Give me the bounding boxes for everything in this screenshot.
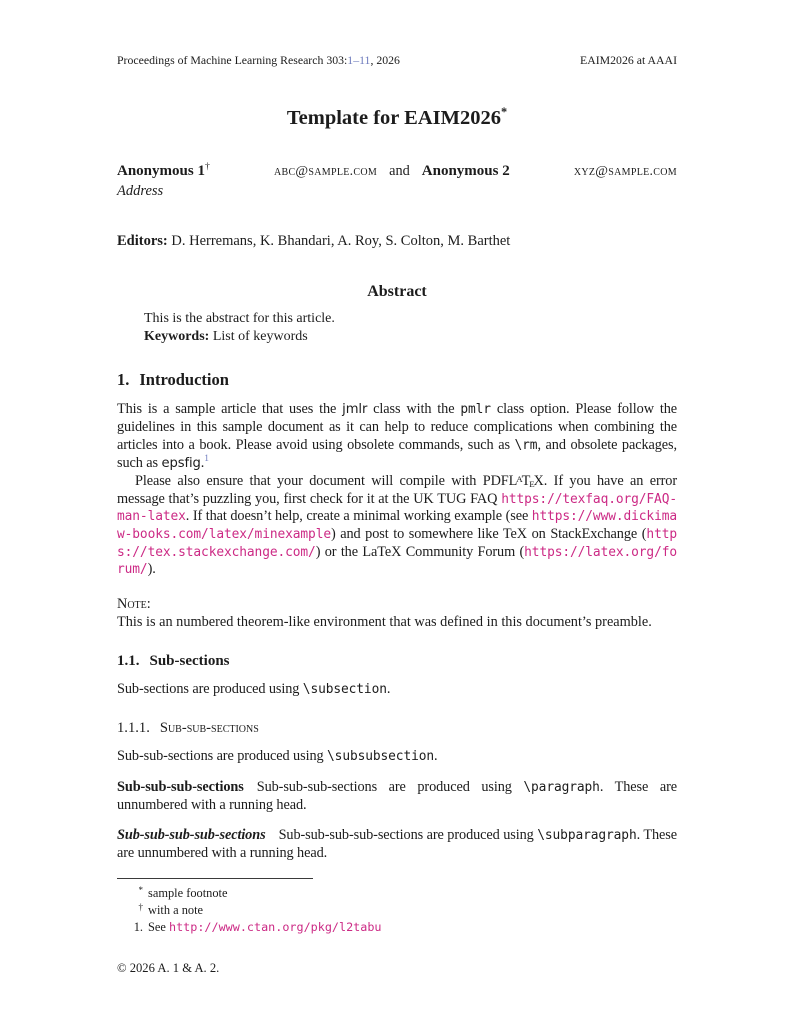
author-conjunction: and [389, 162, 410, 179]
text-segment: . [434, 748, 438, 765]
footnote-star-marker: * [138, 884, 143, 895]
footnote-dagger-marker: † [138, 902, 143, 913]
url-link[interactable]: https://www.dickimaw-books.com/latex/minexample [117, 509, 677, 542]
text-segment: . If that doesn’t help, create a minimal working example (see [185, 508, 532, 525]
text-segment: T [521, 472, 531, 489]
section-title: Introduction [139, 370, 229, 390]
text-segment: . [200, 455, 205, 472]
keywords-line [144, 328, 650, 346]
text-segment: ) or the LaTeX Community Forum ( [315, 543, 525, 560]
running-head [117, 53, 677, 68]
author2-name: Anonymous 2 [421, 162, 510, 179]
abstract-body [144, 310, 650, 346]
text-segment: pmlr [460, 402, 491, 418]
author1-name [117, 161, 210, 180]
editors-line [117, 233, 677, 250]
subsection-title: Sub-sections [149, 652, 230, 669]
url-link[interactable]: https://tex.stackexchange.com/ [117, 527, 677, 560]
text-segment: jmlr [342, 402, 368, 418]
text-segment: See [148, 920, 169, 935]
url-link[interactable]: http://www.ctan.org/pkg/l2tabu [169, 920, 382, 935]
paper-title [117, 105, 677, 130]
journal-name: Proceedings of Machine Learning Research 303: [117, 53, 348, 67]
footnote-1-text [148, 919, 382, 936]
subsubsection-number: 1.1.1. [117, 720, 150, 737]
footnote-star-text: sample footnote [148, 885, 228, 900]
author1-name-text: Anonymous 1 [117, 162, 205, 179]
abstract-text: This is the abstract for this article. [144, 310, 335, 326]
section-number: 1. [117, 370, 130, 390]
text-segment: . These are unnumbered with a running head. [117, 827, 677, 862]
footnote-dagger-text: with a note [148, 903, 204, 918]
title-footnote-marker: * [500, 105, 508, 119]
footnote-1-marker: 1. [133, 920, 143, 935]
copyright-line: © 2026 A. 1 & A. 2. [117, 961, 220, 976]
text-segment: class with the [367, 401, 461, 418]
text-segment: ). [147, 561, 156, 578]
text-segment: \subsection [302, 681, 387, 697]
subsubsection-paragraph [117, 748, 677, 766]
text-segment: . These are unnumbered with a running head. [117, 779, 677, 813]
text-segment: \paragraph [523, 780, 600, 796]
section-heading-introduction [117, 370, 677, 390]
keywords-label: Keywords: [144, 329, 210, 345]
text-segment: E [529, 478, 535, 489]
paper-title-text: Template for EAIM2026 [286, 106, 501, 129]
text-segment: . [386, 680, 391, 697]
note-text: This is an numbered theorem-like environment that was defined in this document’s preamble. [117, 613, 652, 630]
author-block [117, 161, 677, 180]
subsection-number: 1.1. [117, 652, 140, 669]
author-middle-group [274, 163, 510, 180]
editors-label: Editors: [117, 232, 168, 249]
text-segment: Sub-sub-sub-sub-sections are produced using [278, 827, 538, 844]
text-segment: \rm [514, 437, 538, 453]
subsubsection-title: Sub-sub-sections [159, 720, 259, 737]
text-segment: Sub-sub-sections are produced using [117, 748, 328, 765]
intro-paragraph-1 [117, 401, 677, 473]
footnote-dagger [117, 902, 677, 919]
text-segment: This is a sample article that uses the [117, 401, 343, 418]
note-environment [117, 596, 677, 631]
subsection-paragraph [117, 681, 677, 699]
text-segment: \subparagraph [537, 828, 637, 844]
author1-address: Address [117, 182, 164, 199]
intro-paragraph-2 [117, 473, 677, 579]
author1-footnote-marker: † [204, 160, 210, 172]
author2-email: xyz@sample.com [573, 162, 677, 178]
text-segment: Sub-sub-sub-sections are produced using [256, 779, 524, 796]
paragraph-level-block [117, 779, 677, 814]
text-segment: X. If you have an error message that’s puzzling you, first check for it at the UK TUG FAQ [117, 472, 677, 507]
text-segment: Sub-sub-sub-sections [117, 779, 244, 796]
url-link[interactable]: https://texfaq.org/FAQ-man-latex [117, 491, 677, 525]
text-segment: Sub-sub-sub-sub-sections [117, 827, 266, 844]
text-segment: epsfig [161, 456, 201, 472]
note-label: Note: [117, 596, 151, 613]
text-segment: Please also ensure that your document will compile with PDFL [135, 472, 518, 489]
text-segment: ) and post to somewhere like TeX on StackExchange ( [330, 526, 647, 542]
subsection-heading [117, 653, 677, 670]
text-segment: A [516, 473, 523, 484]
text-segment: , and obsolete packages, such as [117, 436, 677, 472]
url-link[interactable]: https://latex.org/forum/ [117, 544, 677, 578]
footnote-star [117, 885, 677, 902]
journal-year: , 2026 [370, 53, 400, 67]
editors-names: D. Herremans, K. Bhandari, A. Roy, S. Colton, M. Barthet [171, 232, 511, 249]
abstract-heading: Abstract [367, 282, 427, 300]
text-segment: class option. Please follow the guidelines in this sample document as it can help to reduce complications when combining the articles into a book. Please avoid using obsolete commands, such as [117, 401, 677, 453]
journal-reference [117, 53, 400, 68]
conference-reference: EAIM2026 at AAAI [580, 53, 677, 67]
footnote-1 [117, 919, 677, 936]
footnote-rule [117, 878, 313, 879]
text-segment: Sub-sections are produced using [117, 680, 303, 697]
footnote-ref-link[interactable]: 1 [204, 454, 209, 465]
text-segment: \subsubsection [327, 749, 435, 765]
keywords-text: List of keywords [212, 329, 308, 345]
author1-email: abc@sample.com [273, 162, 378, 178]
subparagraph-level-block [117, 827, 677, 862]
page-range-link[interactable]: 1–11 [347, 53, 371, 67]
subsubsection-heading [117, 720, 677, 737]
footnote-area [117, 878, 677, 936]
